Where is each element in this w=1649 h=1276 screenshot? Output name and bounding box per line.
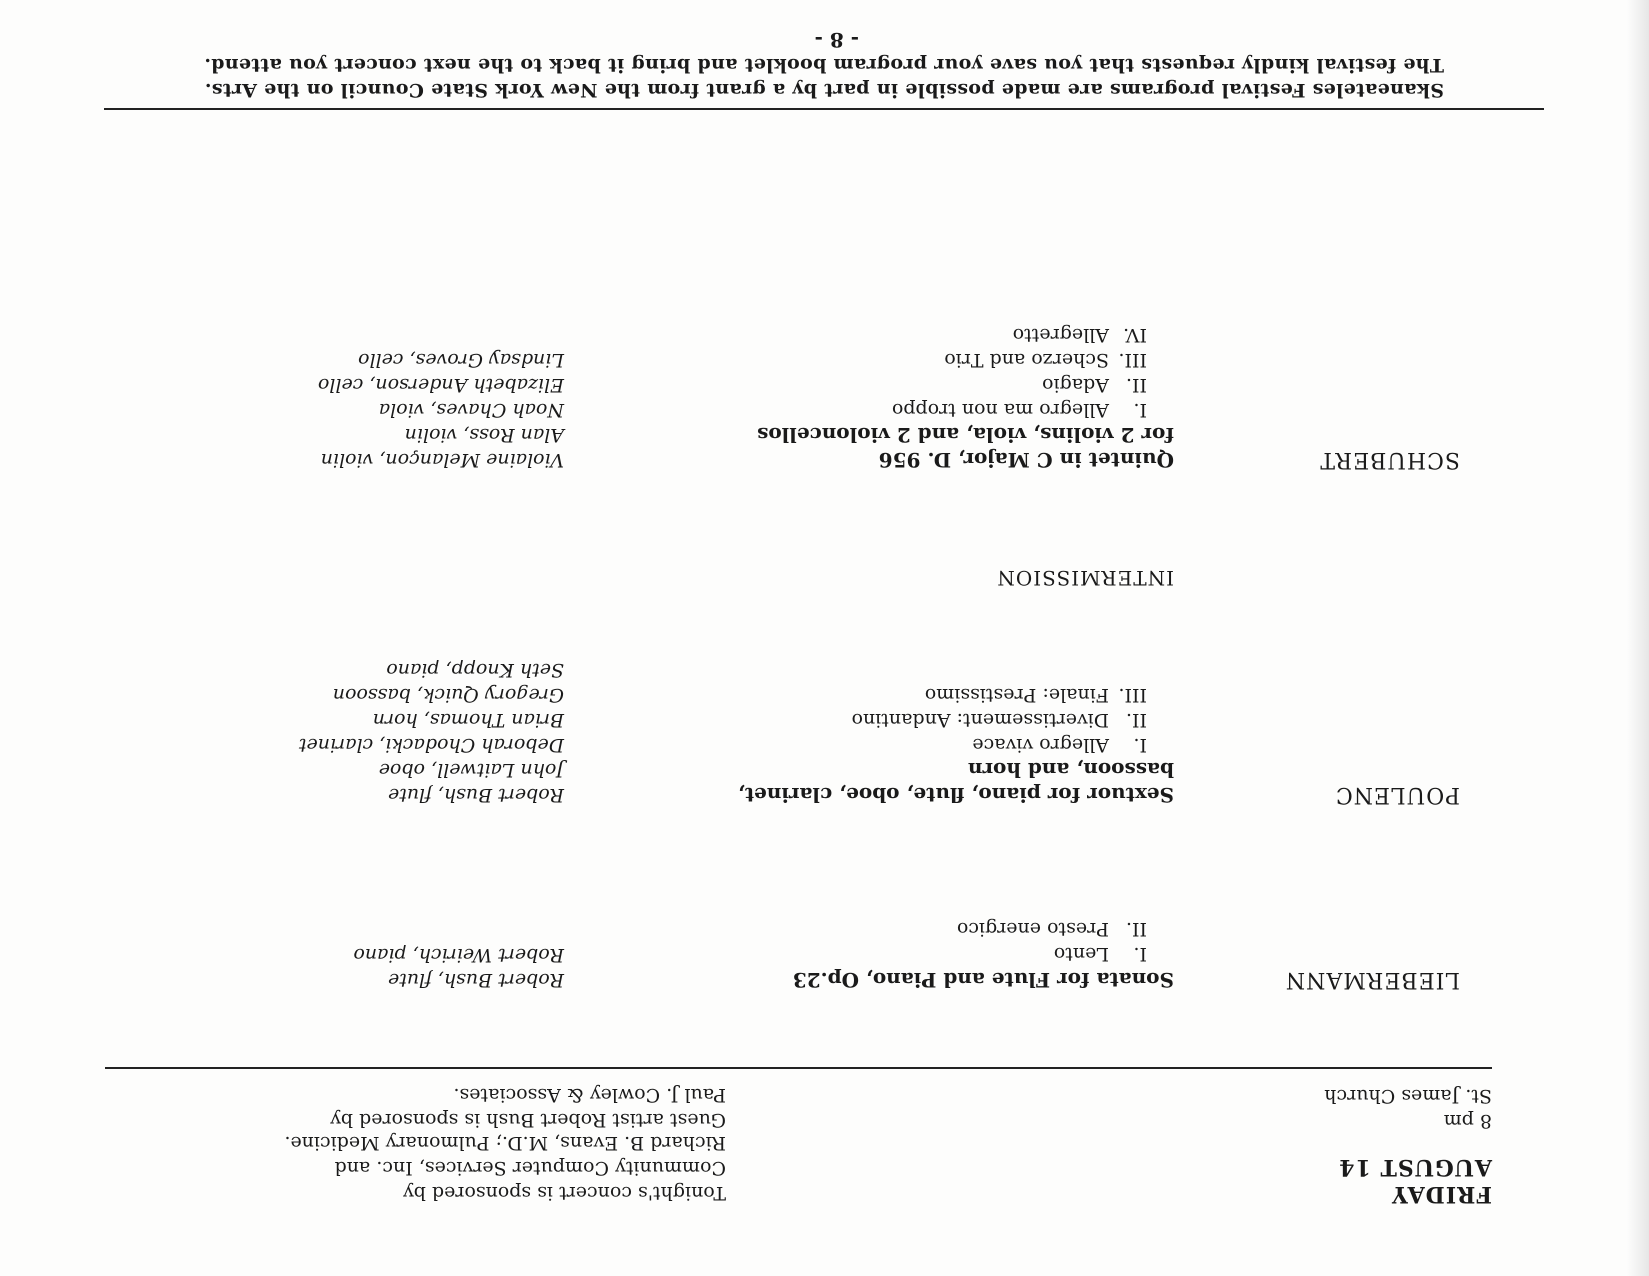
concert-time: 8 pm [1443, 1110, 1492, 1132]
composer-name: POULENC [1334, 782, 1460, 807]
sponsor-line: Tonight's concert is sponsored by [402, 1182, 726, 1204]
performer-list [299, 657, 564, 807]
work-title [793, 967, 1174, 992]
concert-date: AUGUST 14 [1338, 1154, 1492, 1180]
concert-venue: St. James Church [1324, 1085, 1492, 1107]
movement-list [957, 916, 1147, 966]
performer: Lindsay Groves, cello [358, 349, 564, 371]
sponsor-block [284, 1130, 726, 1205]
performer: Elizabeth Anderson, cello [317, 374, 564, 396]
performer: Robert Bush, flute [388, 784, 564, 806]
concert-day: FRIDAY [1391, 1181, 1492, 1207]
page-number: - 8 - [814, 28, 859, 52]
performer: Robert Bush, flute [388, 969, 564, 991]
intermission-label: INTERMISSION [996, 566, 1174, 590]
work-title-line: for 2 violins, viola, and 2 violoncellos [757, 423, 1174, 447]
composer-name: LIEBERMANN [1284, 967, 1460, 992]
movement: I.Lento [1053, 943, 1147, 965]
work-title-line: Sextuor for piano, flute, oboe, clarinet, [737, 783, 1174, 807]
performer: Brian Thomas, horn [372, 709, 564, 731]
movement: III.Finale: Prestissimo [924, 684, 1147, 706]
movement: III.Scherzo and Trio [944, 349, 1147, 371]
work-title-line: Sonata for Flute and Piano, Op.23 [792, 968, 1174, 992]
movement: I.Allegro ma non troppo [891, 399, 1147, 421]
performer: Noah Chaves, viola [378, 399, 564, 421]
work-title-line: bassoon, and horn [967, 758, 1174, 782]
performer: Gregory Quick, bassoon [332, 684, 564, 706]
guest-sponsor-line: Paul J. Cowley & Associates. [453, 1084, 726, 1106]
performer: Deborah Chodacki, clarinet [298, 734, 564, 756]
footer-line: The festival kindly requests that you save your program booklet and bring it back to the next concert you attend. [204, 54, 1444, 76]
footer-notes [204, 52, 1444, 102]
movement-list [892, 322, 1147, 422]
performer: Seth Knopp, piano [386, 659, 564, 681]
performer-list [353, 942, 564, 992]
performer: Violaine Melançon, violin [320, 449, 564, 471]
performer: Alan Ross, violin [404, 424, 564, 446]
work-title [757, 422, 1174, 472]
footer-rule [104, 108, 1544, 110]
performer-list [318, 347, 564, 472]
movement: II.Adagio [1042, 374, 1147, 396]
sponsor-line: Community Computer Services, Inc. and [334, 1157, 726, 1179]
movement: IV.Allegretto [1012, 324, 1147, 346]
scan-edge-shadow [1627, 0, 1649, 1276]
guest-sponsor-block [330, 1082, 726, 1132]
guest-sponsor-line: Guest artist Robert Bush is sponsored by [330, 1109, 726, 1131]
footer-line: Skaneateles Festival programs are made possible in part by a grant from the New York State Council on the Arts. [204, 79, 1444, 101]
movement: I.Allegro vivace [972, 734, 1147, 756]
performer: John Laitwell, oboe [378, 759, 564, 781]
performer: Robert Weirich, piano [353, 944, 564, 966]
movement: II.Presto energico [956, 918, 1147, 940]
work-title-line: Quintet in C Major, D. 956 [878, 448, 1174, 472]
movement: II.Divertissement: Andantino [851, 709, 1147, 731]
header-rule [105, 1067, 1492, 1069]
movement-list [852, 682, 1147, 757]
composer-name: SCHUBERT [1319, 447, 1460, 472]
sponsor-line: Richard B. Evans, M.D.; Pulmonary Medicine. [284, 1132, 726, 1154]
work-title [738, 757, 1174, 807]
